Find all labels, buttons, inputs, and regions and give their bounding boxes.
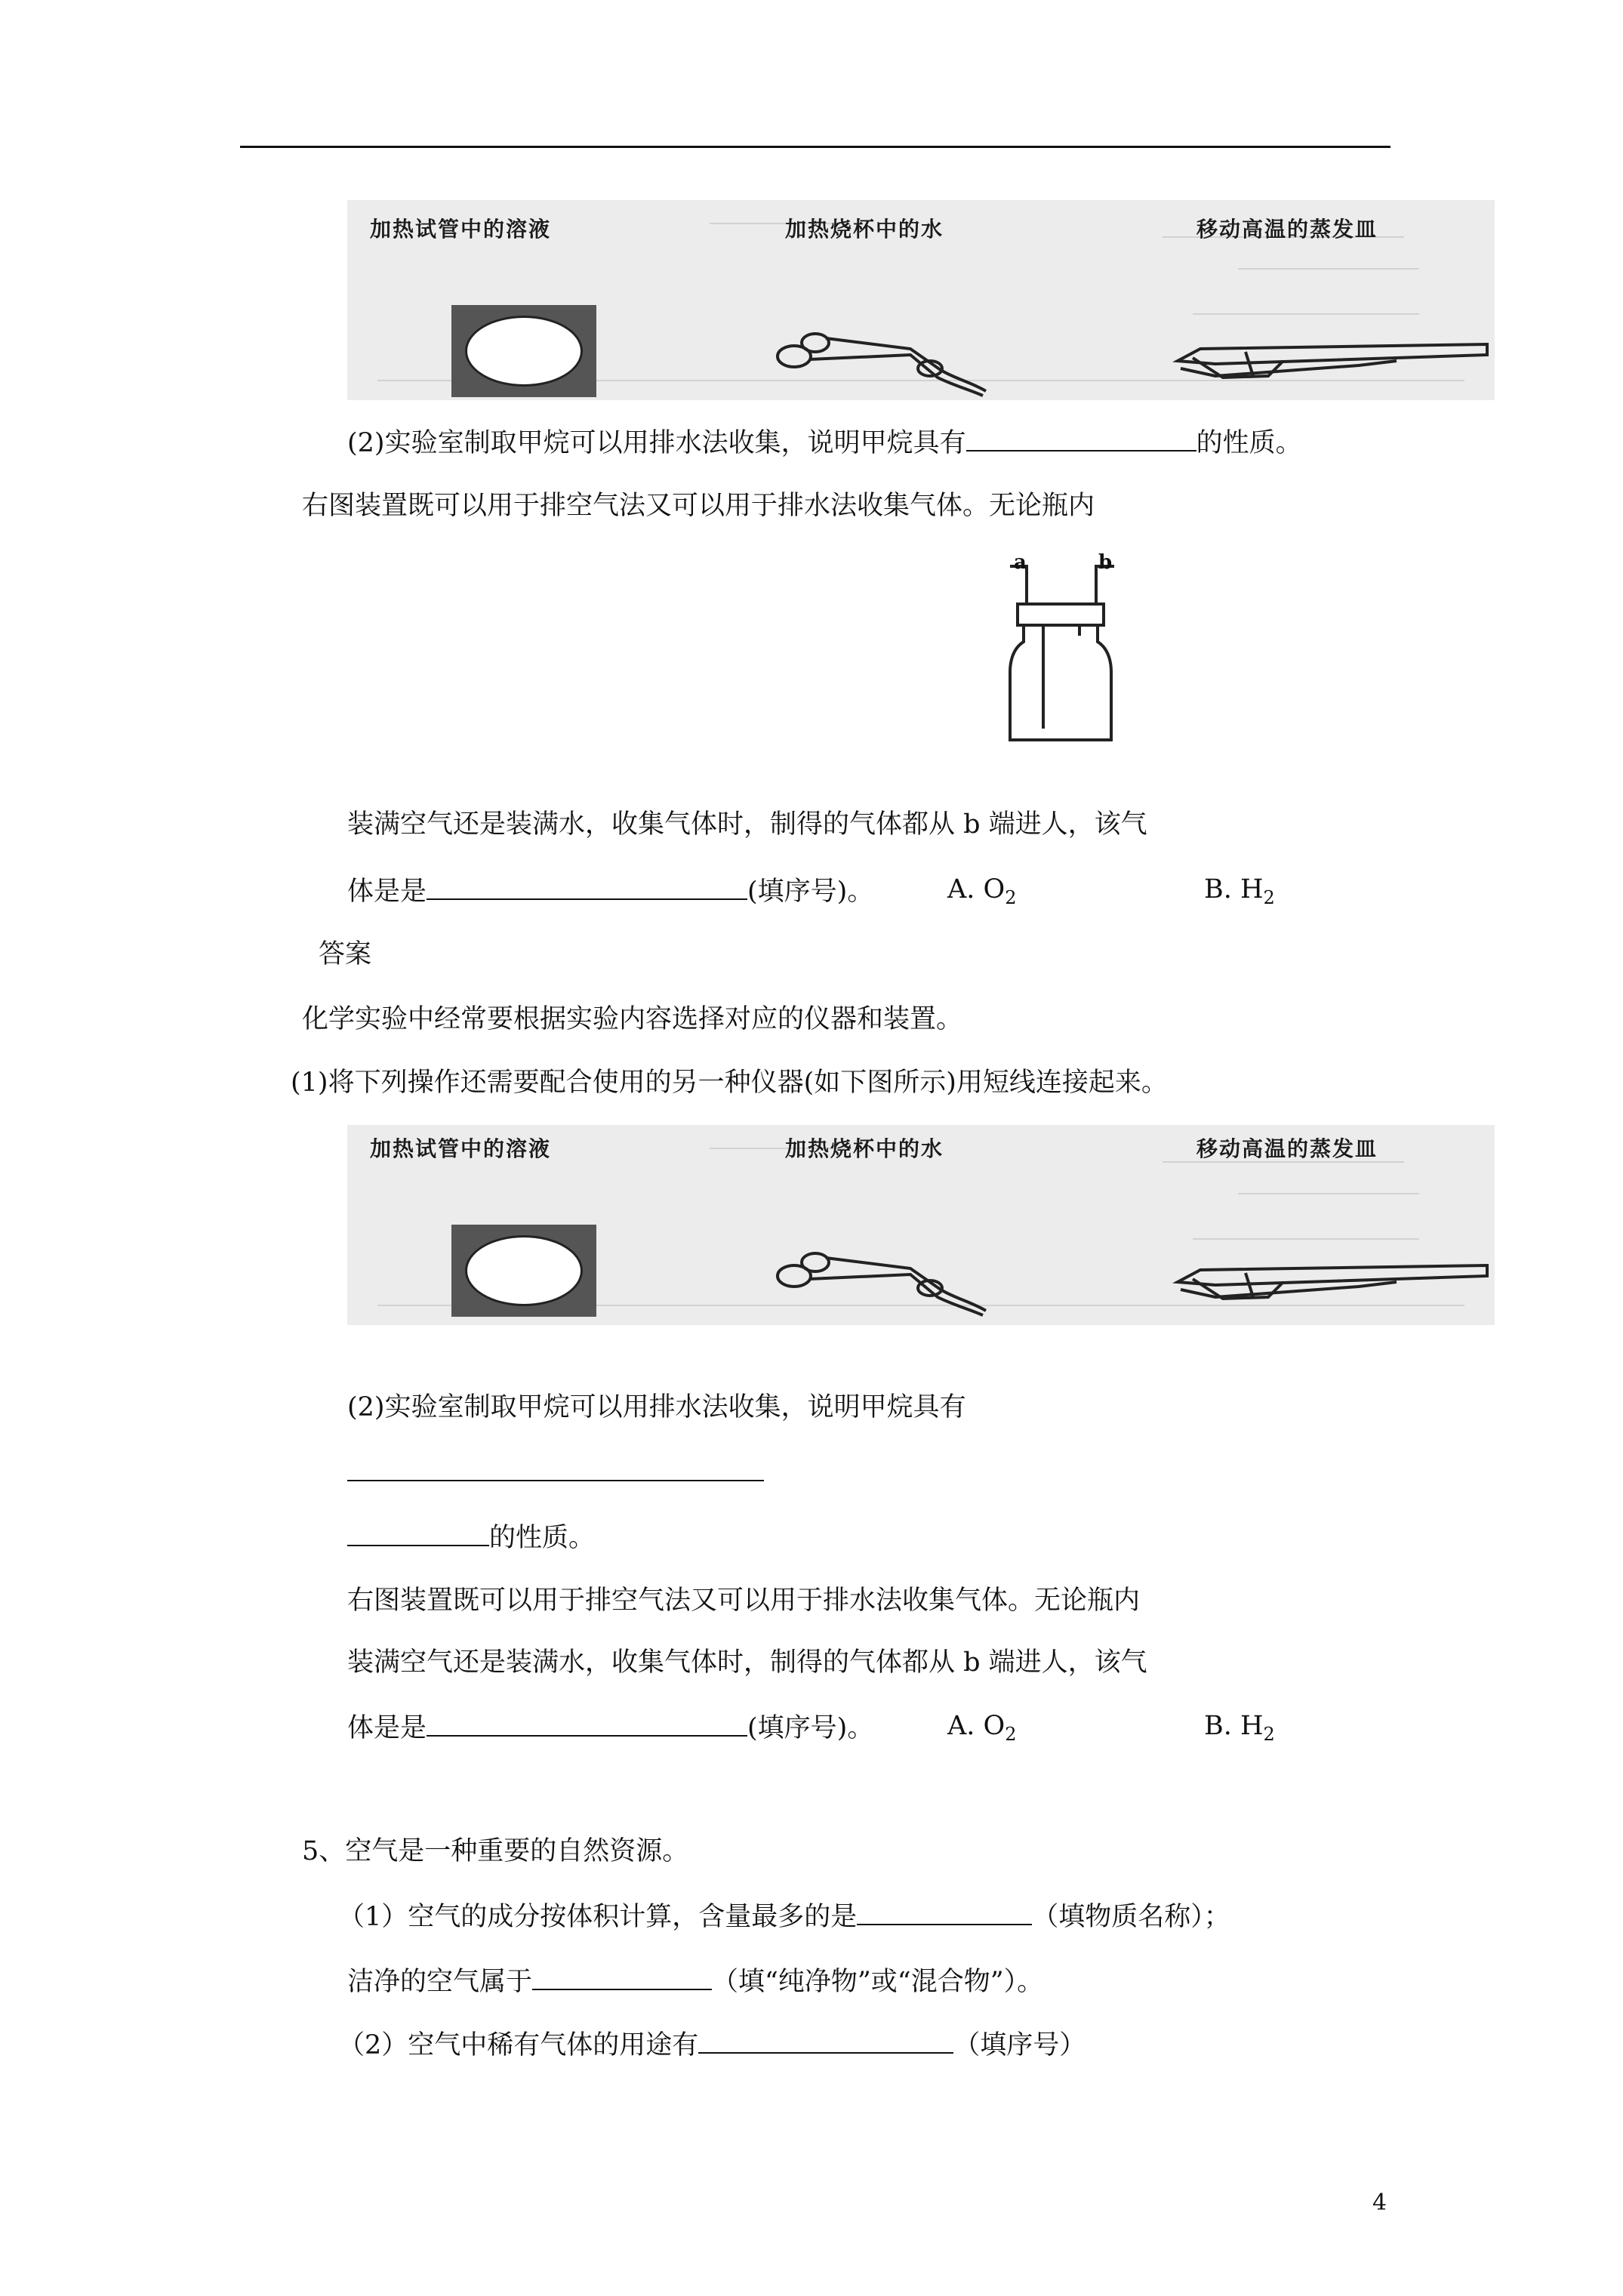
q5-part1b-text: 洁净的空气属于 [347,1967,533,1997]
q5-title: 5、空气是一种重要的自然资源。 [302,1836,689,1866]
q4-part2-question [347,424,1302,460]
caption-test-tube-answer: 加热试管中的溶液 [370,1136,552,1161]
q5-part1-text: （1）空气的成分按体积计算，含量最多的是 [338,1902,858,1932]
answer-bottle-text-1: 右图装置既可以用于排空气法又可以用于排水法收集气体。无论瓶内 [347,1586,1141,1616]
q5-part1b-blank[interactable] [532,1963,712,1990]
q4-part2-blank[interactable] [966,424,1196,451]
q5-part1 [338,1898,1230,1934]
q5-part1-blank[interactable] [857,1898,1032,1925]
q5-part2 [338,2026,1086,2062]
answer-bottle-text-3 [347,1709,873,1745]
q4-bottle-text-1: 右图装置既可以用于排空气法又可以用于排水法收集气体。无论瓶内 [302,491,1095,521]
answer-part2-suffix-line [347,1519,595,1555]
q4-bottle-text-3 [347,873,873,908]
q4-part2-text: (2)实验室制取甲烷可以用排水法收集，说明甲烷具有 [347,428,966,458]
page-number: 4 [1372,2190,1387,2216]
bottle-label-b: b [1098,551,1113,574]
q5-part2-suffix: （填序号） [953,2030,1086,2060]
q4-bottle-text-3-suffix: (填序号)。 [747,877,874,907]
q4-bottle-text-2: 装满空气还是装满水，收集气体时，制得的气体都从 b 端进人，该气 [347,809,1147,840]
answer-bottle-text-3-suffix: (填序号)。 [747,1713,874,1743]
caption-evaporating-dish-answer: 移动高温的蒸发皿 [1196,1136,1378,1161]
answer-intro: 化学实验中经常要根据实验内容选择对应的仪器和装置。 [302,1004,963,1034]
q5-part2-blank[interactable] [698,2026,953,2054]
asbestos-gauze-icon [451,305,596,397]
answer-bottle-text-3-prefix: 体是是 [347,1713,427,1743]
q4-gas-blank[interactable] [427,873,747,900]
answer-part2-suffix: 的性质。 [489,1523,596,1553]
q5-part1-suffix: （填物质名称）； [1032,1902,1230,1932]
q4-bottle-text-3-prefix: 体是是 [347,877,427,907]
q4-option-a: A. $O_2$ [947,874,1017,908]
answer-option-b: B. $H_2$ [1204,1711,1275,1745]
answer-heading: 答案 [319,939,372,969]
answer-option-a: A. $O_2$ [947,1711,1017,1745]
answer-part2-blank-short[interactable] [347,1519,489,1546]
asbestos-gauze-icon [451,1225,596,1317]
answer-part2: (2)实验室制取甲烷可以用排水法收集，说明甲烷具有 [347,1392,966,1422]
crucible-tongs-icon [767,1229,1001,1320]
caption-evaporating-dish: 移动高温的蒸发皿 [1196,217,1378,242]
caption-beaker-answer: 加热烧杯中的水 [785,1136,944,1161]
answer-part1: (1)将下列操作还需要配合使用的另一种仪器(如下图所示)用短线连接起来。 [291,1068,1168,1098]
caption-beaker: 加热烧杯中的水 [785,217,944,242]
q4-part2-suffix: 的性质。 [1196,428,1302,458]
gas-bottle-icon [1004,551,1117,744]
answer-bottle-text-2: 装满空气还是装满水，收集气体时，制得的气体都从 b 端进人，该气 [347,1647,1147,1678]
test-tube-holder-icon [1170,1259,1495,1312]
header-rule [240,146,1390,148]
test-tube-holder-icon [1170,338,1495,391]
answer-part2-blank-line[interactable] [347,1480,764,1481]
caption-test-tube: 加热试管中的溶液 [370,217,552,242]
q5-part2-text: （2）空气中稀有气体的用途有 [338,2030,699,2060]
answer-gas-blank[interactable] [427,1709,747,1737]
q4-option-b: B. $H_2$ [1204,874,1275,908]
bottle-label-a: a [1014,551,1027,574]
q5-part1b-suffix: （填“纯净物”或“混合物”）。 [712,1967,1044,1997]
q5-part1b [347,1963,1043,1999]
crucible-tongs-icon [767,310,1001,400]
